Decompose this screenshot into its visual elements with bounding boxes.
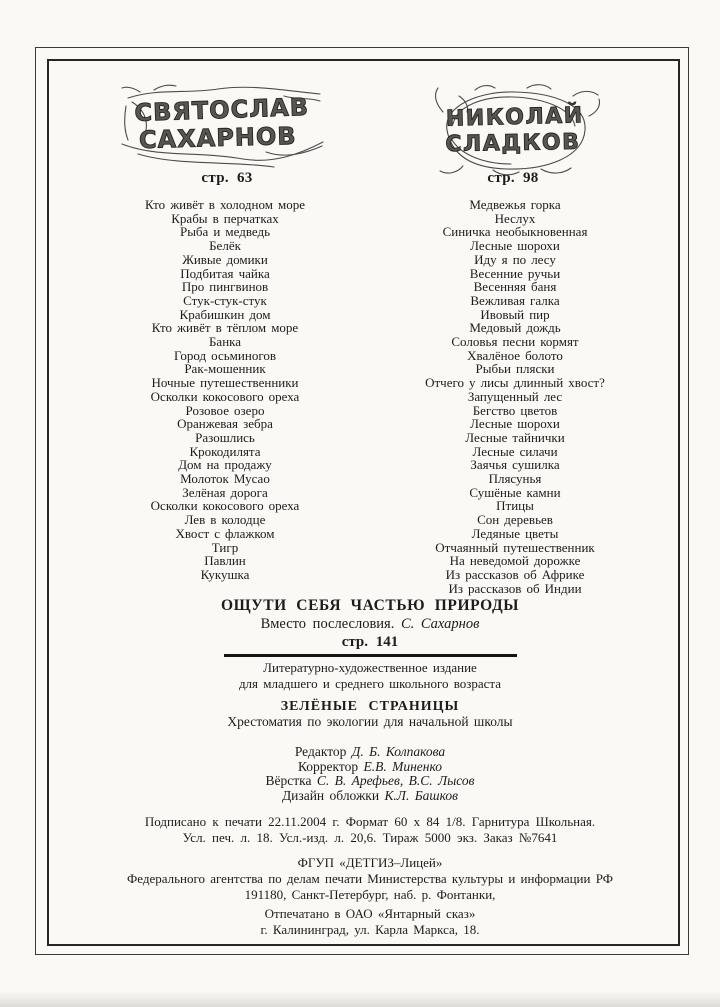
toc-item: Про пингвинов <box>181 279 269 295</box>
sakharnov-page-ref: стр. 63 <box>201 170 253 186</box>
toc-item: Подбитая чайка <box>180 265 270 281</box>
toc-item: Соловья песни кормят <box>451 334 579 350</box>
afterword-block <box>50 597 690 651</box>
toc-item: Осколки кокосового ореха <box>150 498 300 514</box>
credit-name: К.Л. Башков <box>384 787 459 803</box>
credit-role: Корректор <box>297 758 364 774</box>
toc-item: Лесные тайнички <box>465 429 565 445</box>
toc-item: Зелёная дорога <box>182 484 268 500</box>
toc-item: Синичка необыкновенная <box>442 224 588 240</box>
publisher-line2: Федерального агентства по делам печати Министерства культуры и информации РФ <box>126 871 613 886</box>
edition-note <box>50 660 690 691</box>
toc-item: Из рассказов об Африке <box>445 566 585 582</box>
toc-item: Рак-мошенник <box>184 361 266 377</box>
credit-role: Дизайн обложки <box>281 787 385 803</box>
series-title: ЗЕЛЁНЫЕ СТРАНИЦЫ <box>280 699 460 714</box>
toc-item: Неслух <box>494 210 536 226</box>
toc-item: Кто живёт в холодном море <box>144 197 306 212</box>
toc-item: Розовое озеро <box>185 402 265 418</box>
toc-item: Хвалёное болото <box>467 347 563 363</box>
toc-item: Ночные путешественники <box>151 375 299 391</box>
sladkov-logo-text <box>445 102 584 157</box>
toc-item: Дом на продажу <box>178 457 272 473</box>
toc-item: Запущенный лес <box>467 388 563 404</box>
credit-role: Редактор <box>294 744 352 759</box>
toc-item: Медвежья горка <box>469 197 561 212</box>
print-info-block <box>50 814 690 846</box>
credits-block <box>50 745 690 803</box>
edition-line2: для младшего и среднего школьного возраста <box>238 675 502 691</box>
toc-item: Хвост с флажком <box>175 525 275 541</box>
series-subtitle: Хрестоматия по экологии для начальной школы <box>227 714 513 729</box>
print-line2: Усл. печ. л. 18. Усл.-изд. л. 20,6. Тираж 5000 экз. Заказ №7641 <box>182 830 558 845</box>
toc-item: Живые домики <box>182 251 268 267</box>
afterword-title: ОЩУТИ СЕБЯ ЧАСТЬЮ ПРИРОДЫ <box>220 597 520 614</box>
toc-item: Вежливая галка <box>470 292 560 308</box>
toc-item: Белёк <box>209 238 241 254</box>
toc-item: Бегство цветов <box>472 402 558 418</box>
toc-item: Лев в колодце <box>184 512 266 528</box>
credit-name: Е.В. Миненко <box>363 758 443 774</box>
sladkov-name-line2: СЛАДКОВ <box>445 129 581 158</box>
sakharnov-logo-text <box>134 93 309 154</box>
toc-item: Крабы в перчатках <box>171 210 279 226</box>
toc-item: Кто живёт в тёплом море <box>151 320 299 336</box>
printed-line2: г. Калининград, ул. Карла Маркса, 18. <box>260 922 480 937</box>
toc-item: Весенняя баня <box>473 279 557 295</box>
toc-item: Весенние ручьи <box>469 265 561 281</box>
publisher-line3: 191180, Санкт-Петербург, наб. р. Фонтанки, <box>244 887 496 902</box>
afterword-subtitle-prefix: Вместо послесловия. <box>260 616 401 632</box>
toc-item: Крабишкин дом <box>179 306 271 322</box>
credit-role: Вёрстка <box>265 773 317 788</box>
sakharnov-name-line1: СВЯТОСЛАВ <box>133 92 310 128</box>
toc-item: Город осьминогов <box>174 347 276 363</box>
afterword-author: С. Сахарнов <box>400 616 480 632</box>
toc-item: Плясунья <box>488 471 542 487</box>
toc-column-sladkov <box>372 198 658 595</box>
sladkov-name-line1: НИКОЛАЙ <box>445 103 585 132</box>
toc-item: Кукушка <box>200 566 250 582</box>
toc-item: Иду я по лесу <box>474 251 556 267</box>
edition-line1: Литературно-художественное издание <box>263 660 477 675</box>
toc-item: Разошлись <box>195 429 255 445</box>
toc-item: Рыбьи пляски <box>475 361 555 377</box>
toc-item: Сушёные камни <box>469 484 561 500</box>
printed-line1: Отпечатано в ОАО «Янтарный сказ» <box>264 906 476 921</box>
toc-item: Заячья сушилка <box>470 457 560 473</box>
credit-line <box>50 745 690 760</box>
print-line1: Подписано к печати 22.11.2004 г. Формат 60 х 84 1/8. Гарнитура Школьная. <box>144 814 596 829</box>
toc-item: Лесные шорохи <box>470 416 560 432</box>
toc-item: Ледяные цветы <box>471 525 559 541</box>
toc-item: Птицы <box>496 498 534 514</box>
toc-item: Из рассказов об Индии <box>448 580 582 596</box>
series-block <box>50 699 690 729</box>
toc-item: Ивовый пир <box>480 306 550 322</box>
toc-item: Отчего у лисы длинный хвост? <box>425 375 605 391</box>
toc-item: Отчаянный путешественник <box>435 539 595 555</box>
section-divider-rule <box>224 654 517 657</box>
printed-at-block <box>50 906 690 938</box>
sakharnov-name-line2: САХАРНОВ <box>138 121 297 155</box>
credit-line <box>50 789 690 804</box>
toc-item: Оранжевая зебра <box>177 416 273 432</box>
afterword-page-ref: стр. 141 <box>341 634 399 650</box>
toc-item: Сон деревьев <box>477 512 553 528</box>
afterword-subtitle <box>50 616 690 632</box>
toc-item: Банка <box>208 334 242 350</box>
sladkov-logo-art <box>423 82 603 178</box>
toc-item: Молоток Мусао <box>180 471 270 487</box>
sladkov-page-ref: стр. 98 <box>487 170 539 186</box>
sakharnov-logo-art <box>118 82 326 170</box>
scan-edge-shading <box>0 991 720 1007</box>
credit-name: С. В. Арефьев, В.С. Лысов <box>316 773 475 788</box>
toc-item: Лесные шорохи <box>470 238 560 254</box>
toc-item: Медовый дождь <box>469 320 561 336</box>
toc-item: Крокодилята <box>189 443 261 459</box>
toc-item: На неведомой дорожке <box>449 553 581 569</box>
credit-line <box>50 774 690 789</box>
toc-item: Осколки кокосового ореха <box>150 388 300 404</box>
credit-line <box>50 760 690 775</box>
publisher-block <box>50 855 690 903</box>
toc-item: Павлин <box>204 553 246 569</box>
publisher-line1: ФГУП «ДЕТГИЗ–Лицей» <box>297 855 443 870</box>
toc-column-sakharnov <box>82 198 368 582</box>
toc-item: Тигр <box>211 539 239 555</box>
credit-name: Д. Б. Колпакова <box>351 744 446 759</box>
toc-item: Рыба и медведь <box>179 224 271 240</box>
toc-item: Стук-стук-стук <box>183 292 267 308</box>
toc-item: Лесные силачи <box>472 443 558 459</box>
